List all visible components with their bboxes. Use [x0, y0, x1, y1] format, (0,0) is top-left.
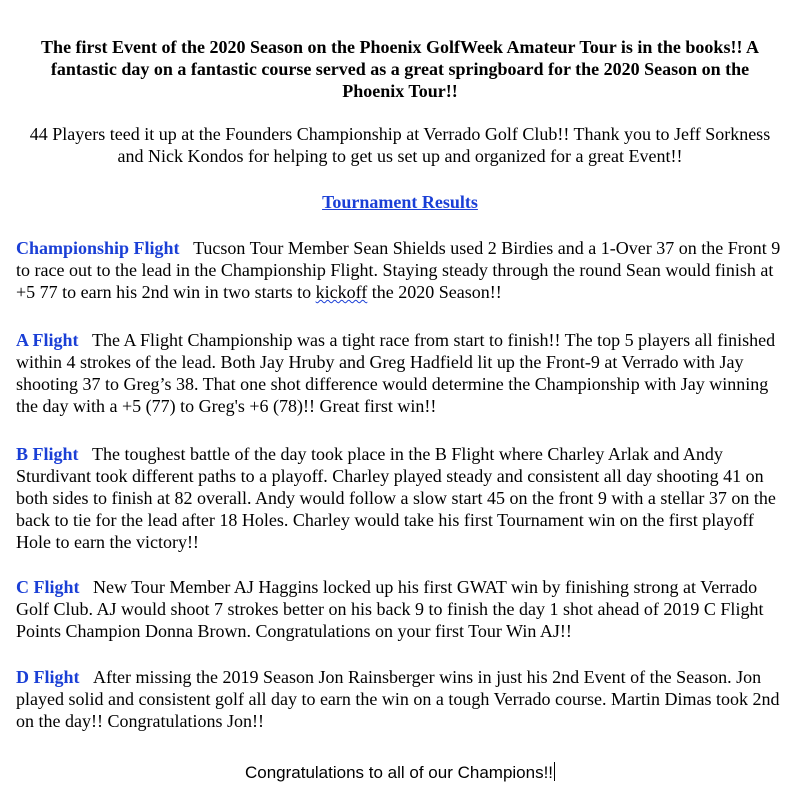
players-paragraph: 44 Players teed it up at the Founders Championship at Verrado Golf Club!! Thank you to Jeff Sorkness and Nick Kondos for helping to get us set up and organized for a great Event!!	[29, 124, 771, 166]
tournament-results-link[interactable]: Tournament Results	[322, 192, 478, 212]
c-flight-paragraph	[16, 576, 786, 642]
c-flight-text: New Tour Member AJ Haggins locked up his first GWAT win by finishing strong at Verrado Golf Club. AJ would shoot 7 strokes better on his back 9 to finish the day 1 shot ahead of 2019 C Flight Points Champion Donna Brown. Congratulations on your first Tour Win AJ!!	[16, 577, 764, 641]
d-flight-paragraph	[16, 666, 786, 732]
b-flight-paragraph	[16, 443, 786, 553]
text-cursor	[554, 762, 555, 781]
spellcheck-flagged-word[interactable]: kickoff	[315, 282, 368, 302]
a-flight-paragraph	[16, 329, 786, 417]
c-flight-label: C Flight	[16, 577, 80, 597]
a-flight-label: A Flight	[16, 330, 79, 350]
championship-flight-paragraph	[16, 237, 786, 303]
championship-flight-text: Tucson Tour Member Sean Shields used 2 Birdies and a 1-Over 37 on the Front 9 to race out to the lead in the Championship Flight. Staying steady through the round Sean would finish at +5 77 to earn his 2nd win in two starts to	[16, 238, 781, 302]
closing-line[interactable]	[0, 762, 800, 783]
closing-text: Congratulations to all of our Champions!!	[244, 763, 554, 782]
b-flight-text: The toughest battle of the day took place in the B Flight where Charley Arlak and Andy Sturdivant took different paths to a playoff. Charley played steady and consistent all day shooting 41 on both sides to finish at 82 overall. Andy would follow a slow start 45 on the front 9 with a stellar 37 on the back to tie for the lead after 18 Holes. Charley would take his first Tournament win on the first playoff Hole to earn the victory!!	[16, 444, 776, 552]
intro-paragraph: The first Event of the 2020 Season on the Phoenix GolfWeek Amateur Tour is in the books!! A fantastic day on a fantastic course served as a great springboard for the 2020 Season on the Phoenix Tour!!	[41, 37, 759, 101]
b-flight-label: B Flight	[16, 444, 79, 464]
a-flight-text: The A Flight Championship was a tight race from start to finish!! The top 5 players all finished within 4 strokes of the lead. Both Jay Hruby and Greg Hadfield lit up the Front-9 at Verrado with Jay shooting 37 to Greg’s 38. That one shot difference would determine the Championship with Jay winning the day with a +5 (77) to Greg's +6 (78)!! Great first win!!	[16, 330, 776, 416]
d-flight-text: After missing the 2019 Season Jon Rainsberger wins in just his 2nd Event of the Season. Jon played solid and consistent golf all day to earn the win on a tough Verrado course. Martin Dimas took 2nd on the day!! Congratulations Jon!!	[16, 667, 780, 731]
championship-flight-label: Championship Flight	[16, 238, 180, 258]
d-flight-label: D Flight	[16, 667, 80, 687]
championship-flight-text-end: the 2020 Season!!	[367, 282, 502, 302]
